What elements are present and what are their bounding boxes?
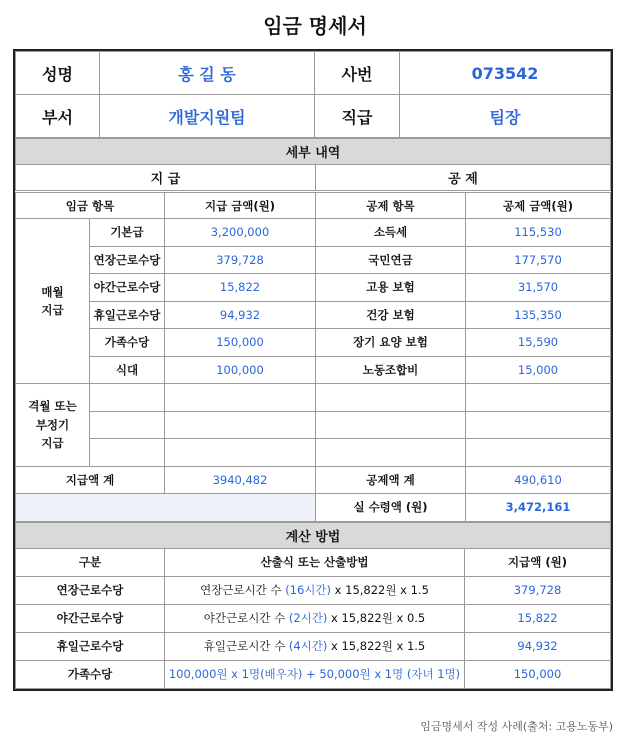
- net-row: [16, 494, 611, 522]
- pay-item: 기본급: [90, 219, 165, 247]
- table-row: [16, 301, 611, 329]
- table-row: [16, 329, 611, 357]
- ded-amount: 135,350: [466, 301, 611, 329]
- net-label: 실 수령액 (원): [316, 494, 466, 522]
- calc-method-header: 산출식 또는 산출방법: [165, 548, 465, 576]
- pay-item: 가족수당: [90, 329, 165, 357]
- pay-item: 휴일근로수당: [90, 301, 165, 329]
- calc-method: [165, 576, 465, 604]
- table-row: [16, 604, 611, 632]
- ded-amount: 15,000: [466, 356, 611, 384]
- pay-item: 연장근로수당: [90, 246, 165, 274]
- rank-value: 팀장: [400, 95, 611, 138]
- calc-type: 연장근로수당: [16, 576, 165, 604]
- employee-info-table: [15, 51, 611, 138]
- pay-total: 3940,482: [165, 466, 316, 494]
- ded-total: 490,610: [466, 466, 611, 494]
- ded-amount: 115,530: [466, 219, 611, 247]
- pay-amount-header: 지급 금액(원): [165, 192, 316, 219]
- table-row: [16, 576, 611, 604]
- irregular-label: 격월 또는 부정기 지급: [16, 384, 90, 467]
- payment-title: 지 급: [16, 165, 316, 192]
- ded-amount: 177,570: [466, 246, 611, 274]
- method-text: 야간근로시간 수: [203, 611, 289, 625]
- rank-label: 직급: [315, 95, 400, 138]
- pay-total-label: 지급액 계: [16, 466, 165, 494]
- table-row: [16, 411, 611, 439]
- pay-amount: 100,000: [165, 356, 316, 384]
- pay-item-header: 임금 항목: [16, 192, 165, 219]
- calc-type: 가족수당: [16, 660, 165, 688]
- calc-type: 야간근로수당: [16, 604, 165, 632]
- ded-amount: 31,570: [466, 274, 611, 302]
- deduction-title: 공 제: [316, 165, 611, 192]
- source-footnote: 임금명세서 작성 사례(출처: 고용노동부): [420, 720, 613, 733]
- method-hours: (4시간): [288, 639, 328, 653]
- ded-item: 건강 보험: [316, 301, 466, 329]
- dept-label: 부서: [16, 95, 100, 138]
- pay-amount: 379,728: [165, 246, 316, 274]
- method-hours: (2시간): [288, 611, 328, 625]
- name-label: 성명: [16, 52, 100, 95]
- ded-item: 소득세: [316, 219, 466, 247]
- dept-value: 개발지원팀: [100, 95, 315, 138]
- table-row: [16, 384, 611, 412]
- table-row: [16, 439, 611, 467]
- method-formula: x 15,822원 x 1.5: [331, 583, 429, 597]
- method-formula: x 15,822원 x 0.5: [327, 611, 426, 625]
- ded-amount-header: 공제 금액(원): [466, 192, 611, 219]
- calc-method: [165, 604, 465, 632]
- method-formula: x 15,822원 x 1.5: [327, 639, 426, 653]
- calc-amount-header: 지급액 (원): [465, 548, 611, 576]
- method-hours: 100,000원 x 1명(배우자) + 50,000원 x 1명 (자녀 1명): [168, 667, 461, 681]
- pay-amount: 15,822: [165, 274, 316, 302]
- table-row: [16, 219, 611, 247]
- table-row: [16, 246, 611, 274]
- table-row: [16, 632, 611, 660]
- ded-amount: 15,590: [466, 329, 611, 357]
- pay-item: 식대: [90, 356, 165, 384]
- calc-amount: 379,728: [465, 576, 611, 604]
- ded-item: 고용 보험: [316, 274, 466, 302]
- method-hours: (16시간): [285, 583, 332, 597]
- calc-table: [15, 522, 611, 689]
- calc-method: [165, 660, 465, 688]
- name-value: 홍 길 동: [100, 52, 315, 95]
- calc-type-header: 구분: [16, 548, 165, 576]
- table-row: [16, 274, 611, 302]
- monthly-label: 매월 지급: [16, 219, 90, 384]
- method-text: 휴일근로시간 수: [203, 639, 289, 653]
- calc-title: 계산 방법: [16, 522, 611, 548]
- pay-item: 야간근로수당: [90, 274, 165, 302]
- calc-method: [165, 632, 465, 660]
- calc-amount: 15,822: [465, 604, 611, 632]
- calc-type: 휴일근로수당: [16, 632, 165, 660]
- net-value: 3,472,161: [466, 494, 611, 522]
- table-row: [16, 660, 611, 688]
- ded-item: 국민연금: [316, 246, 466, 274]
- page-title: 임금 명세서: [263, 14, 367, 38]
- total-row: [16, 466, 611, 494]
- ded-item: 노동조합비: [316, 356, 466, 384]
- details-table: [15, 138, 611, 522]
- ded-item: 장기 요양 보험: [316, 329, 466, 357]
- details-title: 세부 내역: [16, 139, 611, 165]
- id-value: 073542: [400, 52, 611, 95]
- calc-amount: 150,000: [465, 660, 611, 688]
- method-text: 연장근로시간 수: [200, 583, 286, 597]
- ded-item-header: 공제 항목: [316, 192, 466, 219]
- pay-amount: 150,000: [165, 329, 316, 357]
- pay-amount: 3,200,000: [165, 219, 316, 247]
- pay-amount: 94,932: [165, 301, 316, 329]
- id-label: 사번: [315, 52, 400, 95]
- table-row: [16, 356, 611, 384]
- pay-statement: [13, 49, 613, 691]
- calc-amount: 94,932: [465, 632, 611, 660]
- ded-total-label: 공제액 계: [316, 466, 466, 494]
